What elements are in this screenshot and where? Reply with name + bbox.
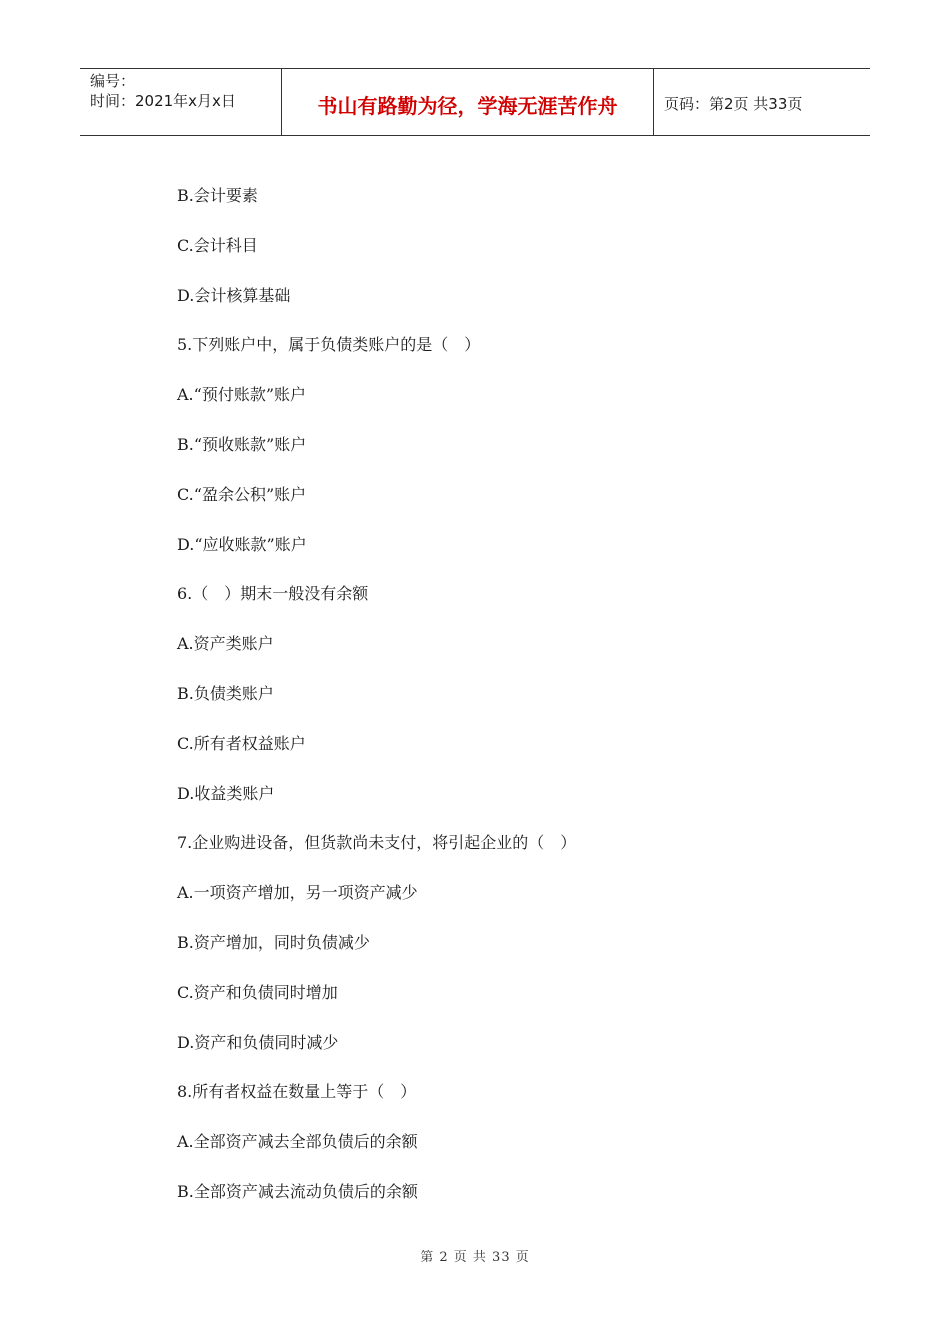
page-header: [80, 68, 870, 136]
option-b-accounting-elements: B.会计要素: [177, 186, 258, 205]
question-5-option-c: C.“盈余公积”账户: [177, 484, 307, 504]
question-8-option-a: A.全部资产减去全部负债后的余额: [177, 1132, 418, 1152]
question-8-option-b: B.全部资产减去流动负债后的余额: [177, 1181, 418, 1201]
question-5-option-d: D.“应收账款”账户: [177, 534, 307, 554]
question-7-option-a: A.一项资产增加，另一项资产减少: [177, 883, 418, 903]
question-6: 6.（ ）期末一般没有余额: [177, 584, 369, 604]
time-label: 时间：2021年x月x日: [90, 92, 236, 110]
question-6-option-b: B.负债类账户: [177, 683, 274, 703]
option-d-accounting-basis: D.会计核算基础: [177, 285, 291, 305]
header-meta: [80, 69, 282, 135]
option-c-accounting-subjects: C.会计科目: [177, 235, 258, 255]
question-5: 5.下列账户中，属于负债类账户的是（ ）: [177, 335, 481, 355]
question-6-option-d: D.收益类账户: [177, 783, 275, 803]
question-6-option-a: A.资产类账户: [177, 634, 274, 654]
question-6-option-c: C.所有者权益账户: [177, 733, 306, 753]
question-7-option-d: D.资产和负债同时减少: [177, 1032, 339, 1052]
question-5-option-a: A.“预付账款”账户: [177, 385, 307, 405]
number-label: 编号：: [90, 72, 136, 90]
question-5-option-b: B.“预收账款”账户: [177, 434, 307, 454]
document-body: [177, 183, 857, 1229]
header-page-info: 页码：第2页 共33页: [664, 94, 803, 113]
question-7-option-c: C.资产和负债同时增加: [177, 982, 338, 1002]
header-motto: 书山有路勤为径，学海无涯苦作舟: [282, 69, 654, 135]
question-8: 8.所有者权益在数量上等于（ ）: [177, 1082, 417, 1102]
question-7-option-b: B.资产增加，同时负债减少: [177, 932, 370, 952]
question-7: 7.企业购进设备，但货款尚未支付，将引起企业的（ ）: [177, 833, 577, 853]
page-footer: 第 2 页 共 33 页: [420, 1250, 530, 1265]
